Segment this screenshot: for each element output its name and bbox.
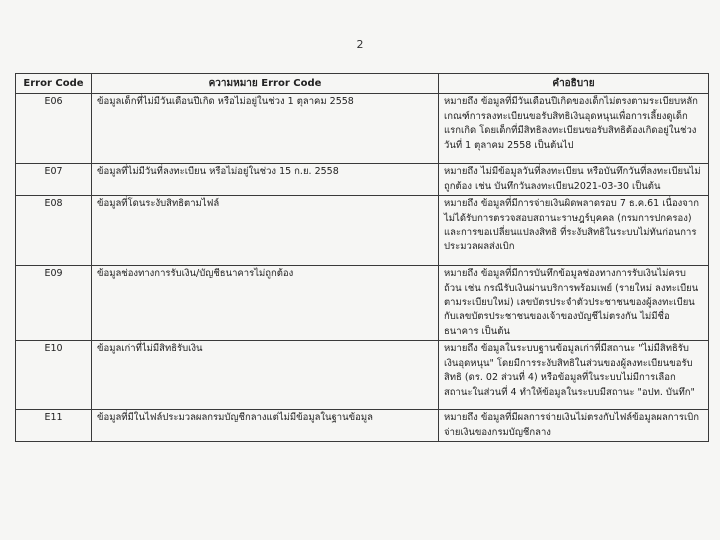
table-row: [16, 410, 709, 442]
header-error-code: Error Code: [16, 74, 92, 94]
description-cell: หมายถึง ข้อมูลในระบบฐานข้อมูลเก่าที่มีสถานะ "ไม่มีสิทธิรับเงินอุดหนุน" โดยมีการระงับสิทธิในส่วนของผู้ลงทะเบียนขอรับสิทธิ (ดร. 02 ส่วนที่ 4) หรือข้อมูลที่ในระบบไม่มีการเลือกสถานะในส่วนที่ 4 ทำให้ข้อมูลในระบบมีสถานะ "อปท. บันทึก": [439, 341, 709, 410]
error-code-cell: E08: [16, 196, 92, 266]
meaning-cell: ข้อมูลที่โดนระงับสิทธิตามไฟล์: [92, 196, 439, 266]
page-number: 2: [356, 38, 364, 51]
table-row: [16, 266, 709, 341]
meaning-cell: ข้อมูลช่องทางการรับเงิน/บัญชีธนาคารไม่ถูกต้อง: [92, 266, 439, 341]
table-row: [16, 341, 709, 410]
table-row: [16, 196, 709, 266]
description-cell: หมายถึง ข้อมูลที่มีวันเดือนปีเกิดของเด็กไม่ตรงตามระเบียบหลักเกณฑ์การลงทะเบียนขอรับสิทธิเงินอุดหนุนเพื่อการเลี้ยงดูเด็กแรกเกิด โดยเด็กที่มีสิทธิลงทะเบียนขอรับสิทธิต้องเกิดอยู่ในช่วงวันที่ 1 ตุลาคม 2558 เป็นต้นไป: [439, 94, 709, 164]
header-description: คำอธิบาย: [439, 74, 709, 94]
error-code-cell: E10: [16, 341, 92, 410]
meaning-cell: ข้อมูลเด็กที่ไม่มีวันเดือนปีเกิด หรือไม่อยู่ในช่วง 1 ตุลาคม 2558: [92, 94, 439, 164]
description-cell: หมายถึง ข้อมูลที่มีผลการจ่ายเงินไม่ตรงกับไฟล์ข้อมูลผลการเบิกจ่ายเงินของกรมบัญชีกลาง: [439, 410, 709, 442]
description-cell: หมายถึง ข้อมูลที่มีการบันทึกข้อมูลช่องทางการรับเงินไม่ครบถ้วน เช่น กรณีรับเงินผ่านบริการพร้อมเพย์ (รายใหม่ ลงทะเบียนตามระเบียบใหม่) เลขบัตรประจำตัวประชาชนของผู้ลงทะเบียน กับเลขบัตรประชาชนของเจ้าของบัญชีไม่ตรงกัน ไม่มีชื่อธนาคาร เป็นต้น: [439, 266, 709, 341]
error-code-cell: E09: [16, 266, 92, 341]
header-meaning: ความหมาย Error Code: [92, 74, 439, 94]
description-cell: หมายถึง ข้อมูลที่มีการจ่ายเงินผิดพลาดรอบ 7 ธ.ค.61 เนื่องจากไม่ได้รับการตรวจสอบสถานะราษฎร์บุคคล (กรมการปกครอง) และการขอเปลี่ยนแปลงสิทธิ ที่ระงับสิทธิในระบบไม่ทันก่อนการประมวลผลส่งเบิก: [439, 196, 709, 266]
error-code-table: [15, 73, 709, 442]
meaning-cell: ข้อมูลที่มีในไฟล์ประมวลผลกรมบัญชีกลางแต่ไม่มีข้อมูลในฐานข้อมูล: [92, 410, 439, 442]
table-row: [16, 94, 709, 164]
error-code-cell: E06: [16, 94, 92, 164]
error-code-cell: E07: [16, 164, 92, 196]
description-cell: หมายถึง ไม่มีข้อมูลวันที่ลงทะเบียน หรือบันทึกวันที่ลงทะเบียนไม่ถูกต้อง เช่น บันทึกวันลงทะเบียน2021-03-30 เป็นต้น: [439, 164, 709, 196]
error-code-cell: E11: [16, 410, 92, 442]
table-header-row: [16, 74, 709, 94]
table-row: [16, 164, 709, 196]
meaning-cell: ข้อมูลเก่าที่ไม่มีสิทธิรับเงิน: [92, 341, 439, 410]
meaning-cell: ข้อมูลที่ไม่มีวันที่ลงทะเบียน หรือไม่อยู่ในช่วง 15 ก.ย. 2558: [92, 164, 439, 196]
